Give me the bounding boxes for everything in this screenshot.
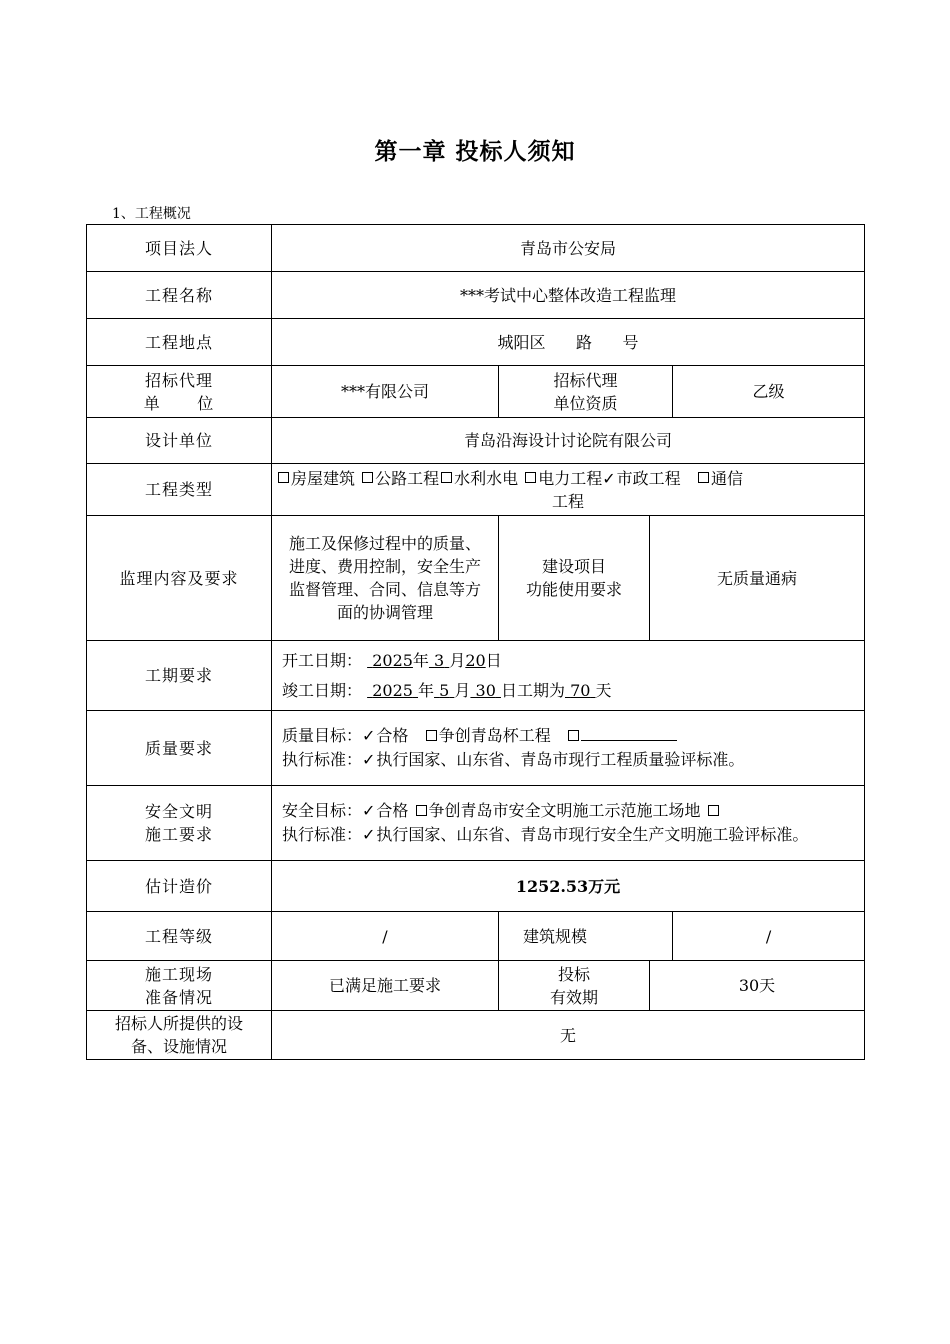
end-date: 竣工日期： 2025 年 5 月 30 日工期为 70 天 xyxy=(282,680,612,700)
row-grade xyxy=(87,912,865,961)
page-title: 第一章 投标人须知 xyxy=(374,138,576,165)
checkbox-water xyxy=(441,472,452,483)
check-icon: ✓ xyxy=(362,750,376,769)
blank-line xyxy=(581,726,677,741)
grade-value: / xyxy=(272,912,499,961)
checkbox-power xyxy=(525,472,536,483)
checkbox-other xyxy=(568,730,579,741)
section-title: 1、工程概况 xyxy=(112,206,191,222)
option-municipal: 市政工程 xyxy=(616,468,681,488)
row-location xyxy=(87,319,865,366)
location-label: 工程地点 xyxy=(87,319,272,366)
grade-label: 工程等级 xyxy=(87,912,272,961)
agency-qual-label-line1: 招标代理 xyxy=(553,370,618,390)
function-label-line2: 功能使用要求 xyxy=(525,580,622,599)
function-value: 无质量通病 xyxy=(650,516,865,641)
row-designer xyxy=(87,418,865,464)
check-icon: ✓ xyxy=(602,468,616,488)
check-icon: ✓ xyxy=(362,801,376,820)
bid-validity-label-line1: 投标 xyxy=(557,964,590,984)
safety-value xyxy=(272,786,865,861)
row-type xyxy=(87,464,865,516)
owner-label: 项目法人 xyxy=(87,225,272,272)
supervision-content: 施工及保修过程中的质量、进度、费用控制，安全生产监督管理、合同、信息等方面的协调管理 xyxy=(272,516,499,641)
facilities-label-line2: 备、设施情况 xyxy=(130,1037,227,1056)
project-name-label: 工程名称 xyxy=(87,272,272,319)
function-label-line1: 建设项目 xyxy=(541,557,606,576)
row-supervision xyxy=(87,516,865,641)
row-project-name xyxy=(87,272,865,319)
agency-label-line1: 招标代理 xyxy=(144,370,213,390)
row-safety xyxy=(87,786,865,861)
row-agency xyxy=(87,366,865,418)
safety-goal: 安全目标：✓合格 争创青岛市安全文明施工示范施工场地 xyxy=(282,799,854,823)
scale-label: 建筑规模 xyxy=(499,912,673,961)
quality-value xyxy=(272,711,865,786)
cost-label: 估计造价 xyxy=(87,861,272,912)
quality-goal: 质量目标：✓合格 争创青岛杯工程 xyxy=(282,724,854,748)
supervision-label: 监理内容及要求 xyxy=(87,516,272,641)
agency-qual-label-line2: 单位资质 xyxy=(553,393,618,413)
site-label-line2: 准备情况 xyxy=(144,987,213,1007)
check-icon: ✓ xyxy=(362,726,376,745)
agency-value: ***有限公司 xyxy=(272,366,499,418)
safety-label-line1: 安全文明 xyxy=(144,802,213,821)
safety-standard: 执行标准：✓执行国家、山东省、青岛市现行安全生产文明施工验评标准。 xyxy=(282,825,809,844)
row-owner xyxy=(87,225,865,272)
checkbox-other xyxy=(708,805,719,816)
safety-label xyxy=(87,786,272,861)
type-options xyxy=(272,464,865,516)
period-value xyxy=(272,641,865,711)
row-facilities xyxy=(87,1011,865,1060)
row-site xyxy=(87,961,865,1011)
checkbox-cup xyxy=(426,730,437,741)
type-label: 工程类型 xyxy=(87,464,272,516)
facilities-value: 无 xyxy=(272,1011,865,1060)
designer-label: 设计单位 xyxy=(87,418,272,464)
site-label-line1: 施工现场 xyxy=(144,964,213,984)
checkbox-road xyxy=(362,472,373,483)
facilities-label-line1: 招标人所提供的设 xyxy=(114,1014,243,1033)
site-label xyxy=(87,961,272,1011)
agency-label xyxy=(87,366,272,418)
quality-label: 质量要求 xyxy=(87,711,272,786)
bid-validity-value: 30天 xyxy=(650,961,865,1011)
facilities-label xyxy=(87,1011,272,1060)
option-power: 电力工程 xyxy=(538,468,603,488)
checkbox-comm xyxy=(698,472,709,483)
option-road: 公路工程 xyxy=(375,468,440,488)
scale-value: / xyxy=(673,912,865,961)
start-date: 开工日期： 2025年 3 月20日 xyxy=(282,650,502,670)
safety-label-line2: 施工要求 xyxy=(144,825,213,844)
location-value: 城阳区 路 号 xyxy=(272,319,865,366)
cost-value: 1252.53万元 xyxy=(272,861,865,912)
period-label: 工期要求 xyxy=(87,641,272,711)
row-period xyxy=(87,641,865,711)
designer-value: 青岛沿海设计讨论院有限公司 xyxy=(272,418,865,464)
function-label xyxy=(499,516,650,641)
checkbox-site xyxy=(416,805,427,816)
project-name-value: ***考试中心整体改造工程监理 xyxy=(272,272,865,319)
row-cost xyxy=(87,861,865,912)
agency-qual-label xyxy=(499,366,673,418)
project-overview-table xyxy=(86,224,865,1060)
quality-standard: 执行标准：✓执行国家、山东省、青岛市现行工程质量验评标准。 xyxy=(282,750,745,769)
owner-value: 青岛市公安局 xyxy=(272,225,865,272)
bid-validity-label-line2: 有效期 xyxy=(549,987,598,1007)
option-comm: 通信 xyxy=(710,468,743,488)
checkbox-house xyxy=(278,472,289,483)
bid-validity-label xyxy=(499,961,650,1011)
row-quality xyxy=(87,711,865,786)
agency-label-line2: 单 位 xyxy=(143,393,215,413)
option-water: 水利水电 xyxy=(454,468,519,488)
option-comm-cont: 工程 xyxy=(552,491,585,511)
check-icon: ✓ xyxy=(362,825,376,844)
site-value: 已满足施工要求 xyxy=(272,961,499,1011)
option-house: 房屋建筑 xyxy=(291,468,356,488)
agency-qual-value: 乙级 xyxy=(673,366,865,418)
